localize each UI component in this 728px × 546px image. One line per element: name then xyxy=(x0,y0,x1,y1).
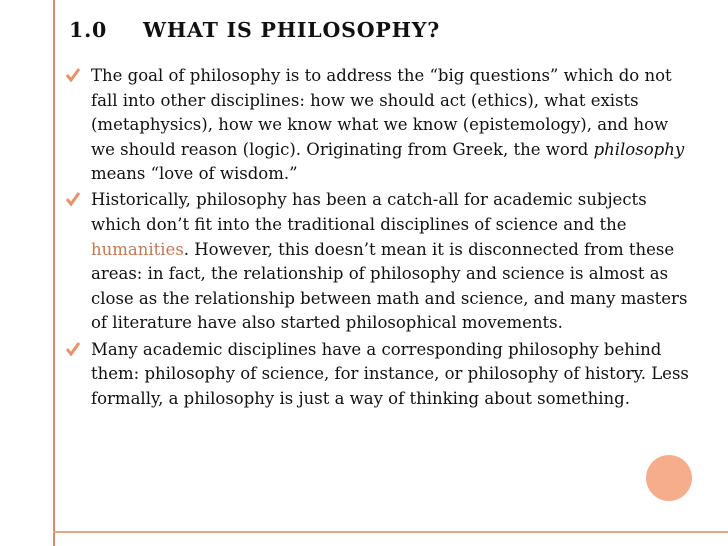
frame-bottom-line xyxy=(53,531,728,533)
slide-title xyxy=(69,18,440,42)
section-number: 1.0 xyxy=(69,18,108,42)
bullet-item xyxy=(66,188,696,336)
bullet-item xyxy=(66,64,696,187)
bullet-text-1-end: means “love of wisdom.” xyxy=(91,164,298,184)
bullet-check-icon xyxy=(66,67,80,83)
bullet-check-icon xyxy=(66,341,80,357)
bullet-text-2-end: . However, this doesn’t mean it is disconnected from these areas: in fact, the relationship of philosophy and science is almost as close as the relationship between math and science, and many masters of literature have also started philosophical movements. xyxy=(91,239,688,333)
decorative-circle xyxy=(646,455,692,501)
bullet-text-3: Many academic disciplines have a corresponding philosophy behind them: philosophy of science, for instance, or philosophy of history. Less formally, a philosophy is just a way of thinking about something. xyxy=(91,339,689,408)
humanities-link[interactable]: humanities xyxy=(91,239,184,259)
bullet-text-1: The goal of philosophy is to address the “big questions” which do not fall into other disciplines: how we should act (ethics), what exists (metaphysics), how we know what we know (epistemology), and how we should reason (logic). Originating from Greek, the word xyxy=(91,66,672,159)
bullet-list xyxy=(66,64,696,413)
frame-vertical-line xyxy=(53,0,55,546)
bullet-emphasis: philosophy xyxy=(593,139,685,159)
bullet-check-icon xyxy=(66,191,80,207)
bullet-text-2: Historically, philosophy has been a catch-all for academic subjects which don’t fit into the traditional disciplines of science and the xyxy=(91,190,647,235)
slide-heading: WHAT IS PHILOSOPHY? xyxy=(143,18,441,42)
bullet-item xyxy=(66,338,696,412)
